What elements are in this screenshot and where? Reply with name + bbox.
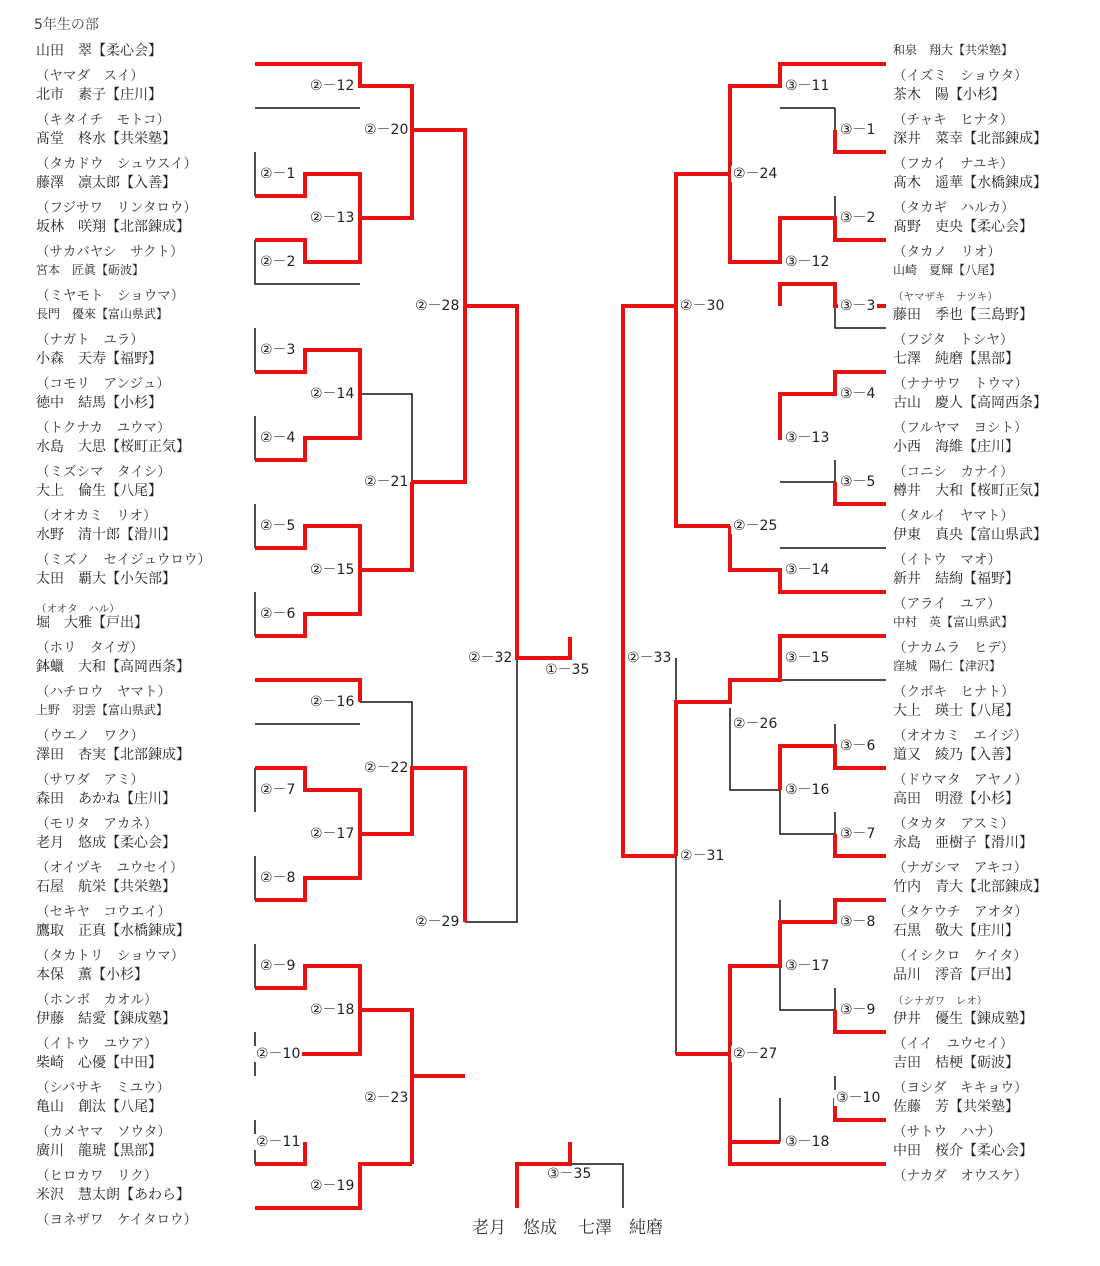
match-label-r3-6: ③－6	[840, 738, 876, 754]
entry-name: 藤澤 凛太郎【入善】	[36, 175, 176, 191]
match-label-r3-15: ③－15	[785, 650, 830, 666]
winner-line	[412, 306, 465, 482]
entry-name: 大上 瑛士【八尾】	[893, 703, 1019, 719]
entry-kana: （クボキ ヒナト）	[893, 684, 1015, 700]
entry-kana: （イトウ ユウア）	[36, 1036, 158, 1052]
entry-name: 北市 素子【庄川】	[36, 87, 162, 103]
entry-kana: （ミズシマ タイシ）	[36, 464, 171, 480]
entry-name: 髙堂 柊水【共栄塾】	[36, 131, 176, 147]
entry-kana: （カメヤマ ソウタ）	[36, 1124, 171, 1140]
entry-kana: （フジサワ リンタロウ）	[36, 200, 197, 216]
entry-kana: （コモリ アンジュ）	[36, 376, 170, 392]
entry-kana: （ナカダ オウスケ）	[893, 1168, 1028, 1184]
entry-name: 亀山 創汰【八尾】	[36, 1099, 162, 1115]
match-label-l2-5: ②－5	[260, 518, 296, 534]
match-label-l2-17: ②－17	[310, 826, 355, 842]
entry-kana: （オオタ ハル）	[36, 603, 120, 615]
entry-kana: （フルヤマ ヨシト）	[893, 420, 1028, 436]
entry-kana: （タケウチ アオタ）	[893, 904, 1028, 920]
entry-kana: （オオカミ リオ）	[36, 508, 157, 524]
match-label-l2-14: ②－14	[310, 386, 355, 402]
match-label-r3-4: ③－4	[840, 386, 876, 402]
bottom-name-1: 老月 悠成	[472, 1218, 557, 1238]
entry-kana: （ナガト ユラ）	[36, 332, 144, 348]
match-label-r2-26: ②－26	[733, 716, 778, 732]
match-label-l2-1: ②－1	[260, 166, 296, 182]
bottom-name-2: 七澤 純磨	[578, 1218, 663, 1238]
entry-kana: （オオカミ エイジ）	[893, 728, 1028, 744]
entry-name: 柴崎 心優【中田】	[36, 1055, 162, 1071]
entry-kana: （ヨシダ キキョウ）	[893, 1080, 1028, 1096]
winner-line	[730, 526, 886, 592]
entry-kana: （イズミ ショウタ）	[893, 68, 1028, 84]
match-label-r3-8: ③－8	[840, 914, 876, 930]
match-label-l2-9: ②－9	[260, 958, 296, 974]
entry-name: 上野 羽雲【富山県武】	[36, 703, 169, 717]
match-label-r3-9: ③－9	[840, 1002, 876, 1018]
match-label-l2-10: ②－10	[256, 1046, 301, 1062]
entry-kana: （イイ ユウセイ）	[893, 1036, 1014, 1052]
entry-kana: （フジタ トシヤ）	[893, 332, 1014, 348]
entry-name: 七澤 純磨【黒部】	[893, 351, 1019, 367]
entry-name: 山崎 夏輝【八尾】	[893, 263, 1002, 277]
entry-name: 吉田 桔梗【砺波】	[893, 1055, 1019, 1071]
entry-kana: （フカイ ナユキ）	[893, 156, 1014, 172]
match-label-r3-18: ③－18	[785, 1134, 830, 1150]
match-label-l2-16: ②－16	[310, 694, 355, 710]
entry-name: 和泉 翔大【共栄塾】	[893, 43, 1014, 57]
entry-name: 米沢 慧太朗【あわら】	[36, 1187, 190, 1203]
entry-kana: （セキヤ コウエイ）	[36, 904, 171, 920]
bracket-line	[465, 658, 517, 922]
match-label-l2-4: ②－4	[260, 430, 296, 446]
match-label-l2-13: ②－13	[310, 210, 355, 226]
entry-name: 石黒 敬大【庄川】	[893, 923, 1019, 939]
match-label-third: ③－35	[547, 1166, 592, 1182]
entry-name: 永島 亜樹子【滑川】	[893, 835, 1033, 851]
match-label-l2-3: ②－3	[260, 342, 296, 358]
entry-name: 髙野 吏央【柔心会】	[893, 219, 1033, 235]
match-label-l2-29: ②－29	[415, 914, 460, 930]
match-label-r3-17: ③－17	[785, 958, 830, 974]
match-label-l2-7: ②－7	[260, 782, 296, 798]
entry-kana: （ヒロカワ リク）	[36, 1168, 158, 1184]
entry-name: 新井 結絢【福野】	[893, 571, 1019, 587]
match-label-r2-27: ②－27	[733, 1046, 778, 1062]
match-label-r3-1: ③－1	[840, 122, 876, 138]
entry-kana: （ヨネザワ ケイタロウ）	[36, 1212, 198, 1228]
match-label-r3-5: ③－5	[840, 474, 876, 490]
entry-name: 茶木 陽【小杉】	[893, 87, 1005, 103]
match-label-l2-8: ②－8	[260, 870, 296, 886]
entry-kana: （オイヅキ ユウセイ）	[36, 860, 184, 876]
winner-line	[623, 306, 676, 658]
entry-kana: （チャキ ヒナタ）	[893, 112, 1014, 128]
entry-kana: （イシクロ ケイタ）	[893, 948, 1027, 964]
entry-kana: （タカタ アスミ）	[893, 816, 1014, 832]
match-label-r3-2: ③－2	[840, 210, 876, 226]
entry-name: 道又 綾乃【入善】	[893, 747, 1019, 763]
entry-name: 品川 澪音【戸出】	[893, 967, 1019, 983]
bracket-line	[676, 856, 730, 1054]
entry-kana: （コニシ カナイ）	[893, 464, 1014, 480]
entry-name: 髙木 遥華【水橋錬成】	[893, 175, 1047, 191]
entry-name: 山田 翠【柔心会】	[36, 43, 162, 59]
entry-name: 徳中 結馬【小杉】	[36, 395, 162, 411]
entry-kana: （サワダ アミ）	[36, 772, 144, 788]
entry-kana: （タルイ ヤマト）	[893, 508, 1014, 524]
match-label-r3-14: ③－14	[785, 562, 830, 578]
entry-name: 老月 悠成【柔心会】	[36, 835, 176, 851]
entry-name: 宮本 匠眞【砺波】	[36, 263, 145, 277]
entry-name: 大上 倫生【八尾】	[36, 483, 162, 499]
match-label-r3-12: ③－12	[785, 254, 830, 270]
match-label-l2-28: ②－28	[415, 298, 460, 314]
entry-name: 小森 天寿【福野】	[36, 351, 162, 367]
match-label-r3-11: ③－11	[785, 78, 830, 94]
entry-name: 伊藤 結愛【錬成塾】	[36, 1011, 176, 1027]
match-label-l2-32: ②－32	[468, 650, 513, 666]
match-label-l2-2: ②－2	[260, 254, 296, 270]
match-label-r3-13: ③－13	[785, 430, 830, 446]
entry-kana: （モリタ アカネ）	[36, 816, 158, 832]
match-label-final: ①－35	[545, 662, 590, 678]
entry-name: 小西 海維【庄川】	[893, 439, 1019, 455]
match-label-r3-7: ③－7	[840, 826, 876, 842]
match-label-l2-21: ②－21	[364, 474, 409, 490]
entry-kana: （ホリ タイガ）	[36, 640, 144, 656]
entry-kana: （タカドウ シュウスイ）	[36, 156, 198, 172]
entry-kana: （ホンボ カオル）	[36, 992, 158, 1008]
entry-name: 中田 桜介【柔心会】	[893, 1143, 1033, 1159]
entry-kana: （ミヤモト ショウマ）	[36, 288, 185, 304]
match-label-l2-18: ②－18	[310, 1002, 355, 1018]
entry-name: 堀 大雅【戸出】	[36, 615, 148, 631]
entry-name: 坂林 咲翔【北部錬成】	[36, 219, 190, 235]
match-label-r3-16: ③－16	[785, 782, 830, 798]
winner-line	[255, 768, 360, 834]
entry-kana: （ドウマタ アヤノ）	[893, 772, 1028, 788]
entry-kana: （サカバヤシ サクト）	[36, 244, 184, 260]
entry-kana: （サトウ ハナ）	[893, 1124, 1001, 1140]
entry-kana: （タカノ リオ）	[893, 244, 1001, 260]
entry-kana: （ナガシマ アキコ）	[893, 860, 1028, 876]
match-label-l2-19: ②－19	[310, 1178, 355, 1194]
entry-name: 本保 薫【小杉】	[36, 967, 148, 983]
winner-line	[623, 658, 676, 856]
match-label-r2-30: ②－30	[680, 298, 725, 314]
page-title: 5年生の部	[34, 17, 99, 33]
entry-kana: （シナガワ レオ）	[893, 995, 988, 1007]
entry-name: 太田 覇大【小矢部】	[36, 571, 176, 587]
match-label-l2-22: ②－22	[364, 760, 409, 776]
winner-line	[255, 394, 360, 460]
entry-name: 鉢蠟 大和【高岡西条】	[36, 659, 190, 675]
match-label-l2-20: ②－20	[364, 122, 409, 138]
entry-name: 伊東 真央【富山県武】	[893, 527, 1047, 543]
entry-kana: （ヤマダ スイ）	[36, 68, 144, 84]
entry-kana: （イトウ マオ）	[893, 552, 1001, 568]
entry-name: 古山 慶人【高岡西条】	[893, 395, 1047, 411]
entry-name: 高田 明澄【小杉】	[893, 791, 1019, 807]
entry-kana: （アライ ユア）	[893, 596, 1001, 612]
match-label-r3-3: ③－3	[840, 298, 876, 314]
entry-kana: （タカギ ハルカ）	[893, 200, 1015, 216]
entry-name: 深井 菜幸【北部錬成】	[893, 131, 1047, 147]
match-label-r3-10: ③－10	[836, 1090, 881, 1106]
match-label-l2-12: ②－12	[310, 78, 355, 94]
entry-name: 伊井 優生【錬成塾】	[893, 1011, 1033, 1027]
match-label-r2-33: ②－33	[627, 650, 672, 666]
match-label-l2-6: ②－6	[260, 606, 296, 622]
entry-kana: （トクナカ ユウマ）	[36, 420, 171, 436]
entry-kana: （ハチロウ ヤマト）	[36, 684, 171, 700]
entry-name: 廣川 龍琥【黒部】	[36, 1143, 162, 1159]
entry-name: 竹内 青大【北部錬成】	[893, 879, 1047, 895]
entry-name: 水野 清十郎【滑川】	[36, 527, 176, 543]
entry-name: 中村 英【富山県武】	[893, 615, 1014, 629]
entry-kana: （ナナサワ トウマ）	[893, 376, 1028, 392]
entry-name: 澤田 杏実【北部錬成】	[36, 747, 190, 763]
entry-name: 鷹取 正真【水橋錬成】	[36, 923, 190, 939]
match-label-r2-25: ②－25	[733, 518, 778, 534]
match-label-r2-31: ②－31	[680, 848, 725, 864]
entry-kana: （ヤマザキ ナツキ）	[893, 291, 998, 303]
entry-name: 森田 あかね【庄川】	[36, 791, 176, 807]
entry-name: 窪城 陽仁【津沢】	[893, 659, 1002, 673]
entry-name: 佐藤 芳【共栄塾】	[893, 1099, 1019, 1115]
winner-line	[255, 1010, 465, 1076]
match-label-l2-23: ②－23	[364, 1090, 409, 1106]
entry-name: 水島 大思【桜町正気】	[36, 439, 190, 455]
entry-name: 藤田 季也【三島野】	[893, 307, 1033, 323]
entry-kana: （ミズノ セイジュウロウ）	[36, 552, 211, 568]
match-label-l2-15: ②－15	[310, 562, 355, 578]
entry-kana: （タカトリ ショウマ）	[36, 948, 185, 964]
match-label-r2-24: ②－24	[733, 166, 778, 182]
entry-name: 石屋 航栄【共栄塾】	[36, 879, 176, 895]
match-label-l2-11: ②－11	[256, 1134, 301, 1150]
entry-kana: （ウエノ ワク）	[36, 728, 144, 744]
entry-name: 長門 優來【富山県武】	[36, 307, 169, 321]
entry-name: 樽井 大和【桜町正気】	[893, 483, 1047, 499]
entry-kana: （ナカムラ ヒデ）	[893, 640, 1015, 656]
entry-kana: （キタイチ モトコ）	[36, 112, 171, 128]
entry-kana: （シバサキ ミユウ）	[36, 1080, 171, 1096]
